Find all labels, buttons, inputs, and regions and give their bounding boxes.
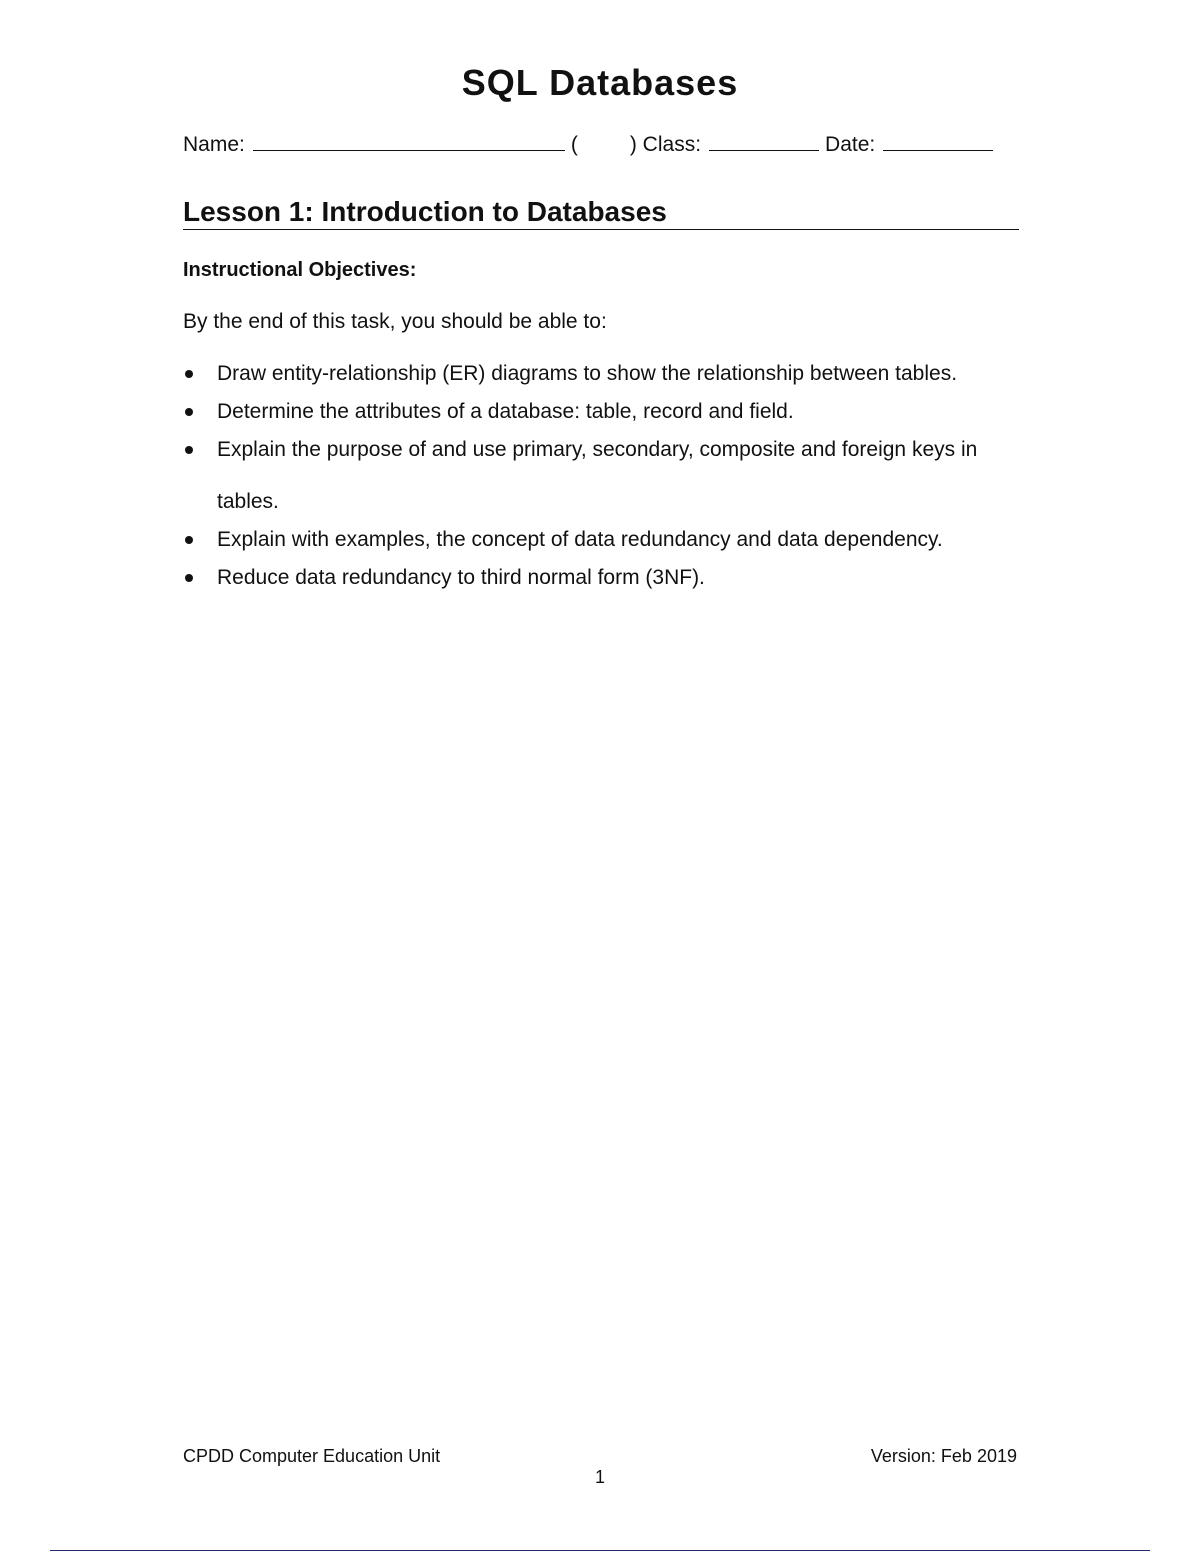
bullet-icon [185, 536, 193, 544]
objectives-heading: Instructional Objectives: [183, 259, 417, 281]
objective-text: Reduce data redundancy to third normal form (3NF). [217, 566, 705, 589]
page-number: 1 [594, 1467, 605, 1487]
objective-text: Draw entity-relationship (ER) diagrams to show the relationship between tables. [217, 362, 958, 385]
bullet-icon [185, 446, 193, 454]
paren-open: ( [570, 133, 578, 156]
bullet-icon [185, 408, 193, 416]
page-title: SQL Databases [461, 62, 739, 103]
student-info-line [183, 132, 993, 157]
list-item [183, 552, 1023, 604]
objectives-list [183, 362, 1023, 604]
footer-organization: CPDD Computer Education Unit [183, 1446, 441, 1466]
objective-text: Explain with examples, the concept of data redundancy and data dependency. [217, 528, 943, 551]
objectives-intro: By the end of this task, you should be able to: [183, 310, 607, 333]
bullet-icon [185, 370, 193, 378]
footer-version: Version: Feb 2019 [870, 1446, 1017, 1466]
name-label: Name: [183, 133, 245, 156]
objective-text: Explain the purpose of and use primary, secondary, composite and foreign keys in tables. [217, 438, 978, 513]
objective-text: Determine the attributes of a database: table, record and field. [217, 400, 794, 423]
date-label: Date: [825, 133, 876, 156]
lesson-heading: Lesson 1: Introduction to Databases [183, 196, 1019, 230]
class-blank [709, 132, 819, 151]
page-bottom-divider [50, 1550, 1150, 1551]
name-blank [253, 132, 565, 151]
list-item [183, 424, 1023, 528]
class-label: ) Class: [629, 133, 702, 156]
bullet-icon [185, 574, 193, 582]
date-blank [883, 132, 993, 151]
